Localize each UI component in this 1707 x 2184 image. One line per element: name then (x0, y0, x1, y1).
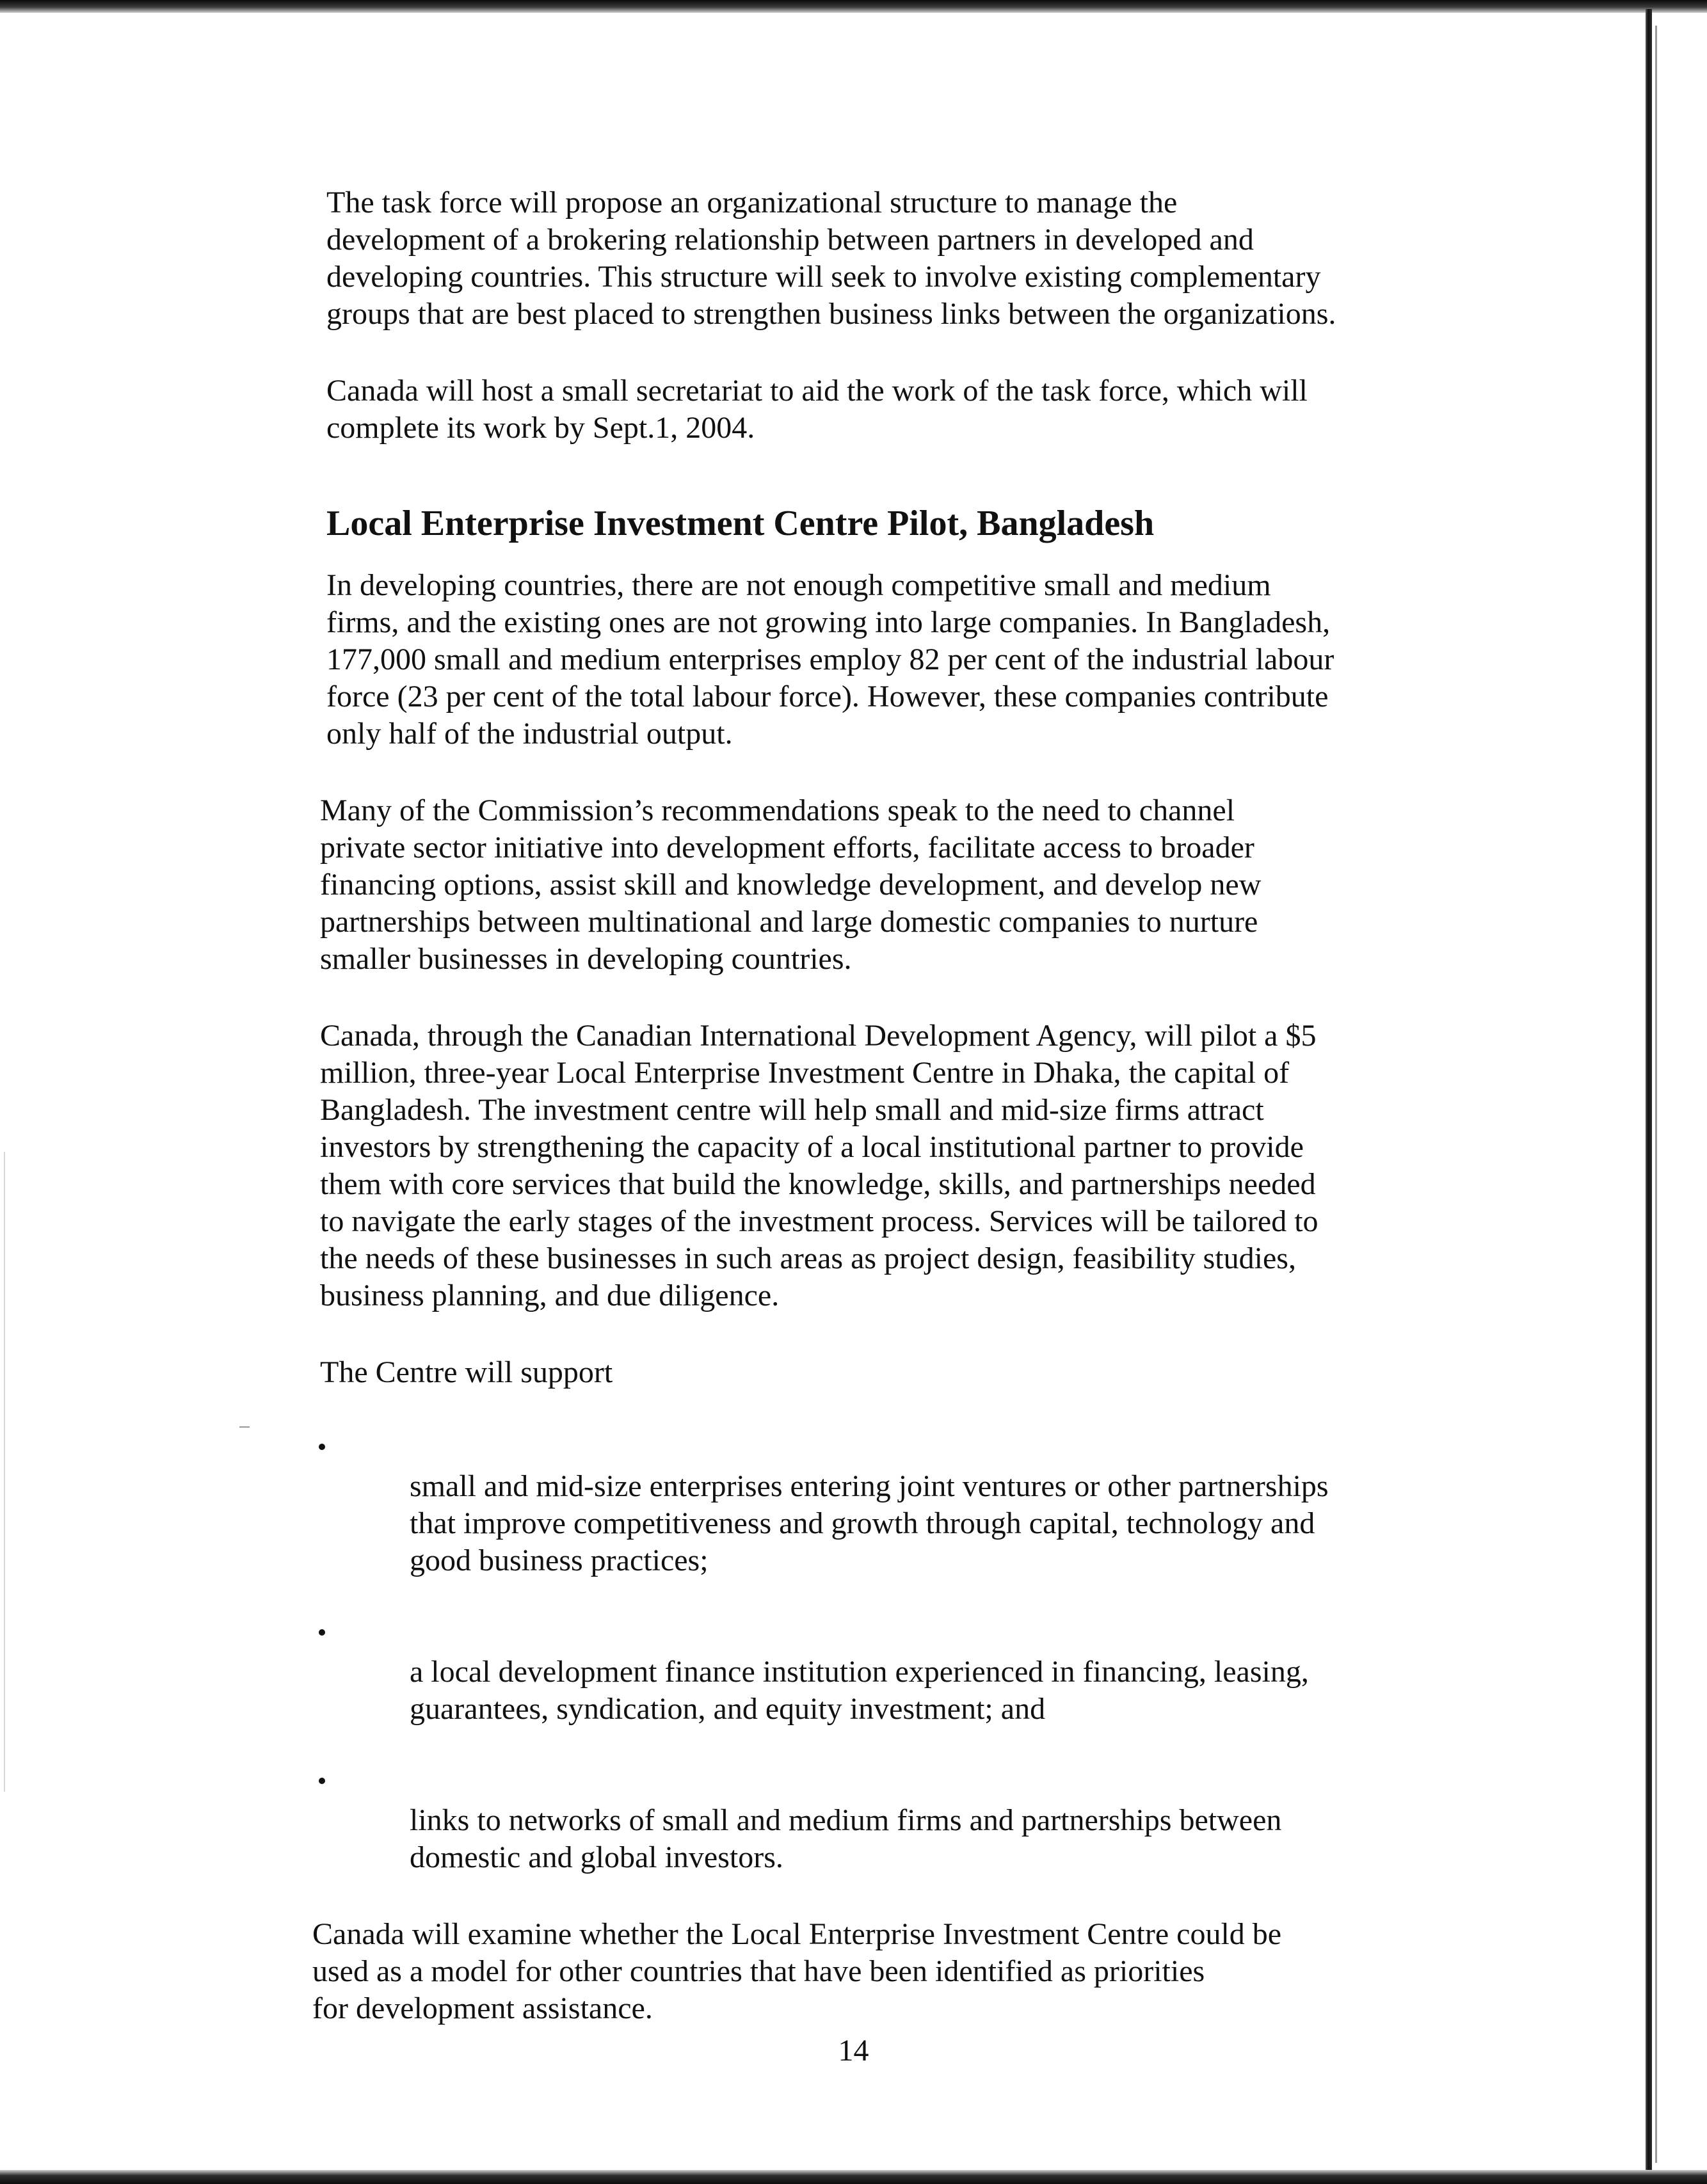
bullet-icon (319, 1778, 325, 1784)
scan-edge-bottom (0, 2170, 1707, 2184)
list-item (326, 1431, 1440, 1579)
scan-edge-right (1646, 9, 1652, 2174)
list-item-text: small and mid-size enterprises entering joint ventures or other partnerships that improve competitiveness and growth through capital, technology and good business practices; (410, 1469, 1329, 1577)
scan-edge-top (0, 0, 1707, 13)
closing-paragraph: Canada will examine whether the Local Enterprise Investment Centre could be used as a model for other countries that have been identified as priorities for development assistance. (312, 1917, 1282, 2025)
list-item (326, 1765, 1440, 1876)
support-list (326, 1431, 1440, 1876)
section-paragraph: The Centre will support (320, 1355, 613, 1389)
list-item-text: links to networks of small and medium firms and partnerships between domestic and global investors. (410, 1803, 1282, 1874)
section-paragraph: In developing countries, there are not enough competitive small and medium firms, and the existing ones are not growing into large companies. In Bangladesh, 177,000 small and medium enterprises employ 82 per cent of the industrial labour force (23 per cent of the total labour force). However, these companies contribute only half of the industrial output. (326, 568, 1334, 751)
bullet-icon (319, 1629, 325, 1636)
section-paragraph: Many of the Commission’s recommendations speak to the need to channel private sector initiative into development efforts, facilitate access to broader financing options, assist skill and knowledge development, and develop new partnerships between multinational and large domestic companies to nurture smaller businesses in developing countries. (320, 793, 1262, 976)
intro-paragraph: The task force will propose an organizational structure to manage the development of a brokering relationship between partners in developed and developing countries. This structure will seek to involve existing complementary groups that are best placed to strengthen business links between the organizations. (326, 186, 1336, 331)
section-heading: Local Enterprise Investment Centre Pilot, Bangladesh (326, 504, 1155, 543)
bullet-icon (319, 1444, 325, 1450)
scan-mark (239, 1426, 250, 1428)
document-body (312, 184, 1440, 2027)
list-item-text: a local development finance institution experienced in financing, leasing, guarantees, syndication, and equity investment; and (410, 1655, 1309, 1726)
section-paragraph: Canada, through the Canadian International Development Agency, will pilot a $5 million, three-year Local Enterprise Investment Centre in Dhaka, the capital of Bangladesh. The investment centre will help small and mid-size firms attract investors by strengthening the capacity of a local institutional partner to provide them with core services that build the knowledge, skills, and partnerships needed to navigate the early stages of the investment process. Services will be tailored to the needs of these businesses in such areas as project design, feasibility studies, business planning, and due diligence. (320, 1019, 1318, 1312)
scan-edge-left (4, 1152, 5, 1792)
intro-paragraph: Canada will host a small secretariat to aid the work of the task force, which will complete its work by Sept.1, 2004. (326, 374, 1308, 445)
list-item (326, 1616, 1440, 1728)
scan-edge-right-shadow (1655, 26, 1657, 2163)
page-number: 14 (838, 2034, 869, 2068)
